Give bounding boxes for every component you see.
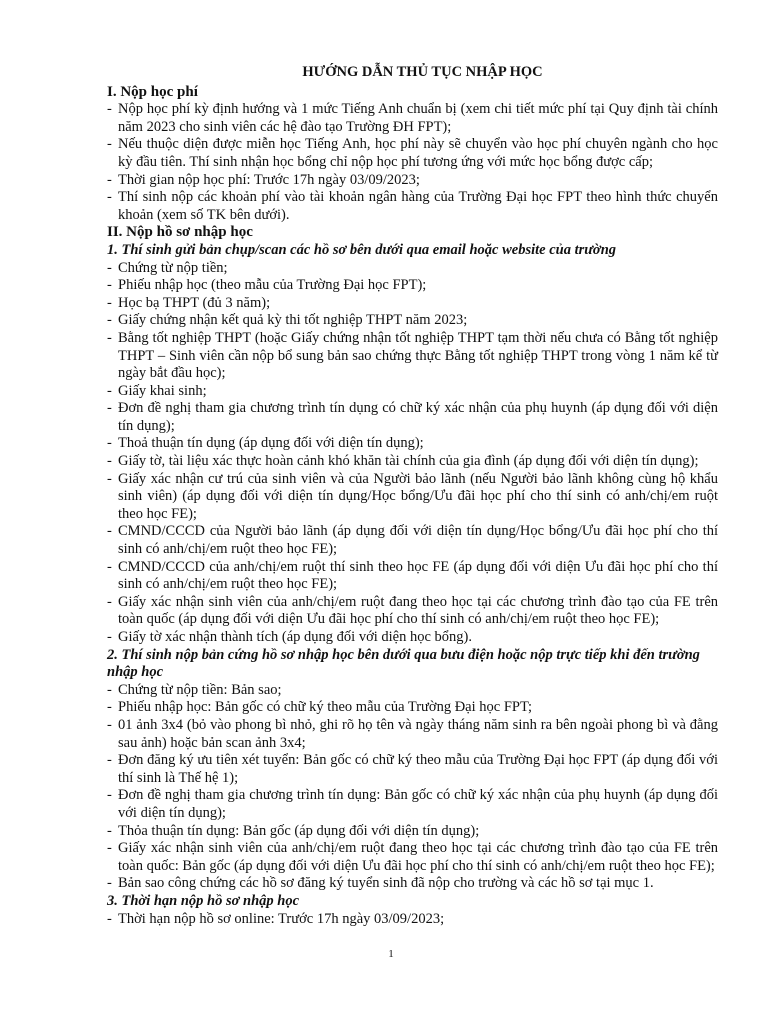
subsection-2-heading: 2. Thí sinh nộp bản cứng hồ sơ nhập học bên dưới qua bưu điện hoặc nộp trực tiếp khi đến trường nhập học [107,646,700,681]
section-1-heading: I. Nộp học phí [107,83,198,100]
section-1-list [107,101,718,224]
list-item: - Nếu thuộc diện được miễn học Tiếng Anh, học phí này sẽ chuyển vào học phí chuyên ngành cho học kỳ đầu tiên. Thí sinh nhận học bổng chỉ nộp học phí tương ứng với mức học bổng được cấp; [107,136,718,171]
list-item: - Giấy xác nhận cư trú của sinh viên và của Người bảo lãnh (nếu Người bảo lãnh không cùng hộ khẩu sinh viên) (áp dụng đối với diện tín dụng/Học bổng/Ưu đãi học phí cho thí sinh có anh/chị/em ruột theo học FE); [107,471,718,524]
section-2-heading: II. Nộp hồ sơ nhập học [107,224,253,241]
document-title: HƯỚNG DẪN THỦ TỤC NHẬP HỌC [302,64,543,80]
list-item: - Học bạ THPT (đủ 3 năm); [107,295,718,313]
list-item: - Giấy xác nhận sinh viên của anh/chị/em ruột đang theo học tại các chương trình đào tạo của FE trên toàn quốc (áp dụng đối với diện Ưu đãi học phí cho thí sinh có anh/chị/em ruột theo học FE); [107,594,718,629]
list-item: - Đơn đề nghị tham gia chương trình tín dụng: Bản gốc có chữ ký xác nhận của phụ huynh (áp dụng đối với diện tín dụng); [107,787,718,822]
list-item: - Chứng từ nộp tiền; [107,260,718,278]
list-item: - CMND/CCCD của Người bảo lãnh (áp dụng đối với diện tín dụng/Học bổng/Ưu đãi học phí cho thí sinh có anh/chị/em ruột theo học FE); [107,523,718,558]
list-item: - Đơn đăng ký ưu tiên xét tuyển: Bản gốc có chữ ký theo mẫu của Trường Đại học FPT (áp dụng đối với thí sinh là Thế hệ 1); [107,752,718,787]
list-item: - Thỏa thuận tín dụng: Bản gốc (áp dụng đối với diện tín dụng); [107,823,718,841]
list-item: - Giấy tờ xác nhận thành tích (áp dụng đối với diện học bổng). [107,629,718,647]
page-number: 1 [388,948,394,960]
list-item: - Thí sinh nộp các khoản phí vào tài khoản ngân hàng của Trường Đại học FPT theo hình thức chuyển khoản (xem số TK bên dưới). [107,189,718,224]
list-item: - Nộp học phí kỳ định hướng và 1 mức Tiếng Anh chuẩn bị (xem chi tiết mức phí tại Quy định tài chính năm 2023 cho sinh viên các hệ đào tạo Trường ĐH FPT); [107,101,718,136]
list-item: - Giấy xác nhận sinh viên của anh/chị/em ruột đang theo học tại các chương trình đào tạo của FE trên toàn quốc: Bản gốc (áp dụng đối với diện Ưu đãi học phí cho thí sinh có anh/chị/em ruột theo học FE); [107,840,718,875]
list-item: - Giấy chứng nhận kết quả kỳ thi tốt nghiệp THPT năm 2023; [107,312,718,330]
list-item: - Chứng từ nộp tiền: Bản sao; [107,682,718,700]
list-item: - Phiếu nhập học: Bản gốc có chữ ký theo mẫu của Trường Đại học FPT; [107,699,718,717]
list-item: - CMND/CCCD của anh/chị/em ruột thí sinh theo học FE (áp dụng đối với diện Ưu đãi học phí cho thí sinh có anh/chị/em ruột theo học FE); [107,559,718,594]
list-item: - Đơn đề nghị tham gia chương trình tín dụng có chữ ký xác nhận của phụ huynh (áp dụng đối với diện tín dụng); [107,400,718,435]
list-item: - Bản sao công chứng các hồ sơ đăng ký tuyển sinh đã nộp cho trường và các hồ sơ tại mục 1. [107,875,718,893]
list-item: - Giấy khai sinh; [107,383,718,401]
list-item: - Thời hạn nộp hồ sơ online: Trước 17h ngày 03/09/2023; [107,911,718,929]
list-item: - Thoả thuận tín dụng (áp dụng đối với diện tín dụng); [107,435,718,453]
list-item: - Phiếu nhập học (theo mẫu của Trường Đại học FPT); [107,277,718,295]
subsection-3-heading: 3. Thời hạn nộp hồ sơ nhập học [107,892,300,909]
subsection-3-list [107,911,718,929]
list-item: - Thời gian nộp học phí: Trước 17h ngày 03/09/2023; [107,172,718,190]
list-item: - Giấy tờ, tài liệu xác thực hoàn cảnh khó khăn tài chính của gia đình (áp dụng đối với diện tín dụng); [107,453,718,471]
subsection-1-heading: 1. Thí sinh gửi bản chụp/scan các hồ sơ bên dưới qua email hoặc website của trường [107,241,617,258]
subsection-1-list [107,260,718,647]
list-item: - Bằng tốt nghiệp THPT (hoặc Giấy chứng nhận tốt nghiệp THPT tạm thời nếu chưa có Bằng tốt nghiệp THPT – Sinh viên cần nộp bổ sung bản sao chứng thực Bằng tốt nghiệp THPT trong vòng 1 năm kể từ ngày bắt đầu học); [107,330,718,383]
subsection-2-list [107,682,718,893]
list-item: - 01 ảnh 3x4 (bỏ vào phong bì nhỏ, ghi rõ họ tên và ngày tháng năm sinh ra bên ngoài phong bì và đằng sau ảnh) hoặc bản scan ảnh 3x4; [107,717,718,752]
